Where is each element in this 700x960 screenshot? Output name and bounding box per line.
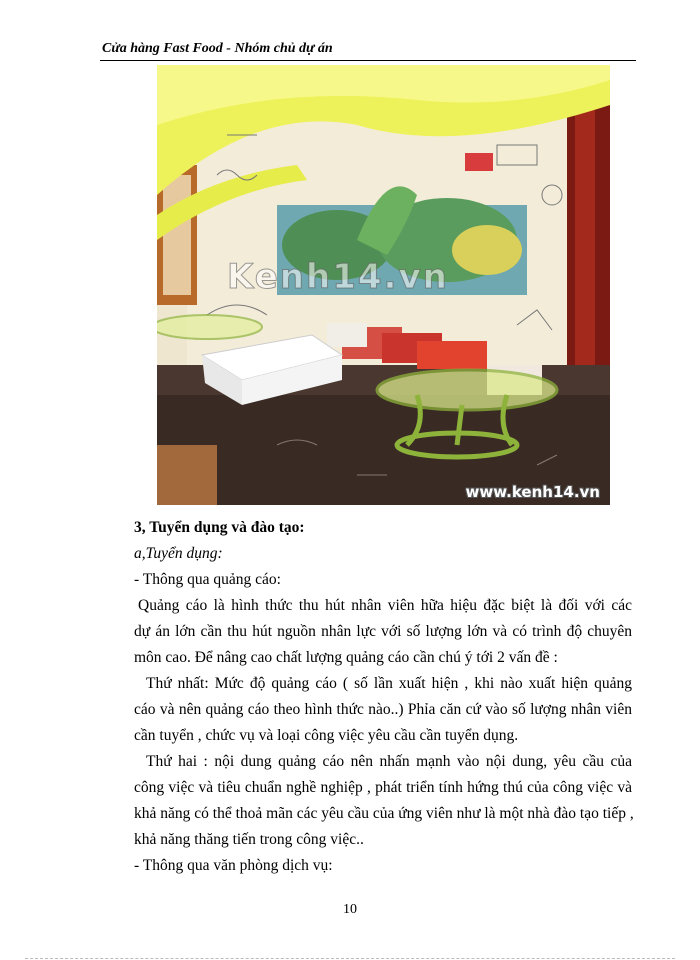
cafe-photo (157, 65, 610, 505)
paragraph-line: dự án lớn cần thu hút nguồn nhân lực với số lượng lớn và có trình độ chuyên (134, 623, 632, 640)
page-number: 10 (343, 902, 357, 917)
paragraph-line: cáo và nên quảng cáo theo hình thức nào..) Phỉa căn cứ vào số lượng nhân viên (134, 701, 632, 718)
page-divider (25, 958, 675, 959)
paragraph-line: Quảng cáo là hình thức thu hút nhân viên hữa hiệu đặc biệt là đối với các (138, 597, 632, 614)
bullet-service-office: - Thông qua văn phòng dịch vụ: (134, 857, 333, 874)
paragraph-line: Thứ nhất: Mức độ quảng cáo ( số lần xuất hiện , khi nào xuất hiện quảng (146, 675, 632, 692)
paragraph-line: Thứ hai : nội dung quảng cáo nên nhấn mạnh vào nội dung, yêu cầu của (146, 753, 632, 770)
paragraph-line: cần tuyển , chức vụ và loại công việc yêu cầu cần tuyển dụng. (134, 727, 519, 744)
section-subheading: a,Tuyển dụng: (134, 545, 223, 562)
paragraph-line: môn cao. Để nâng cao chất lượng quảng cáo cần chú ý tới 2 vấn đề : (134, 649, 558, 666)
bullet-advertising: - Thông qua quảng cáo: (134, 571, 281, 588)
page-header (100, 38, 636, 61)
photo-watermark-main: Kenh14.vn (227, 257, 449, 297)
photo-watermark-url: www.kenh14.vn (465, 483, 600, 501)
paragraph-line: khả năng thăng tiến trong công việc.. (134, 831, 364, 848)
header-title: Cửa hàng Fast Food - Nhóm chủ dự án (102, 41, 333, 56)
paragraph-line: công việc và tiêu chuẩn nghề nghiệp , phát triển tính hứng thú của công việc và (134, 779, 632, 796)
paragraph-line: khả năng có thể thoả mãn các yêu cầu của ứng viên như là một nhà đào tạo tiếp , (134, 805, 634, 822)
section-heading: 3, Tuyển dụng và đào tạo: (134, 519, 305, 536)
